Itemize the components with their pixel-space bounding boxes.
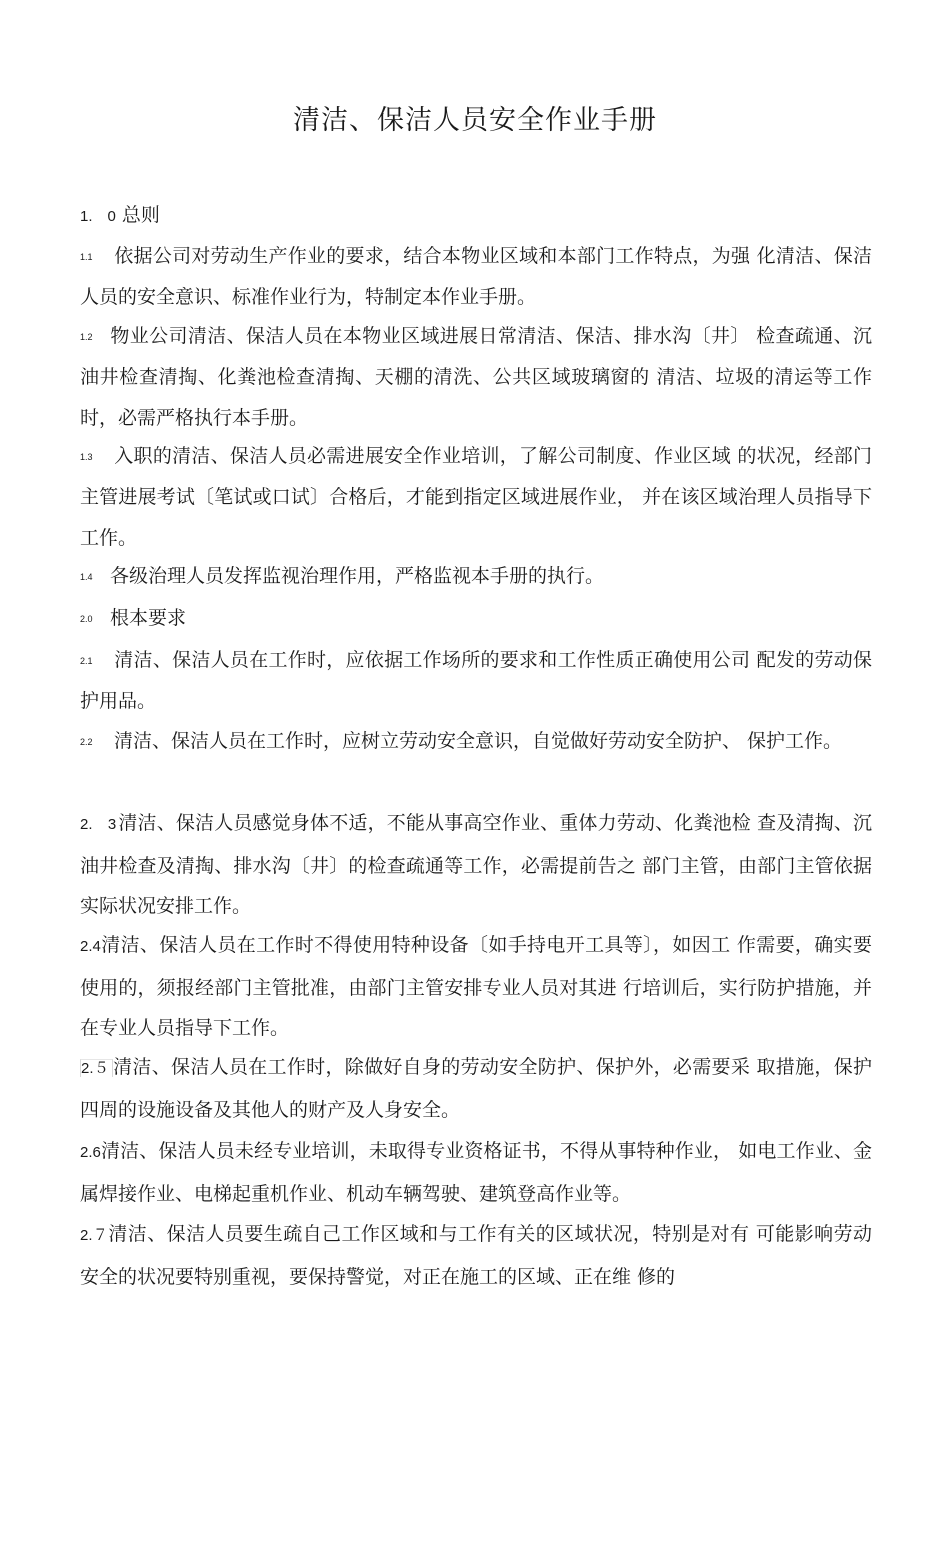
section-heading-text: 根本要求 [110, 607, 187, 629]
paragraph-text: 清洁、保洁人员在工作时，应依据工作场所的要求和工作性质正确使用公司 配发的劳动保护用品。 [80, 649, 872, 713]
paragraph-text: 清洁、保洁人员未经专业培训，未取得专业资格证书，不得从事特种作业， 如电工作业、金属焊接作业、电梯起重机作业、机动车辆驾驶、建筑登高作业等。 [80, 1140, 872, 1205]
paragraph-number: 2.4 [80, 938, 101, 955]
paragraph-number: 2.1 [80, 655, 93, 666]
paragraph-number: 2.７ [80, 1227, 109, 1244]
paragraph-text: 物业公司清洁、保洁人员在本物业区域进展日常清洁、保洁、排水沟〔井〕 检查疏通、沉油井检查清掏、化粪池检查清掏、天棚的清洗、公共区域玻璃窗的 清洁、垃圾的清运等工作时，必需严格执行本手册。 [80, 325, 872, 429]
paragraph-number: 1.1 [80, 251, 93, 262]
paragraph-text: 清洁、保洁人员在工作时不得使用特种设备〔如手持电开工具等〕，如因工 作需要，确实要使用的，须报经部门主管批准，由部门主管安排专业人员对其进 行培训后，实行防护措施，并在专业人员指导下工作。 [80, 934, 872, 1039]
paragraph-2-5 [80, 1047, 872, 1130]
section-number: 1. 0 [80, 208, 116, 225]
paragraph-number: 1.2 [80, 331, 93, 342]
paragraph-1-3 [80, 436, 872, 558]
paragraph-text: 各级治理人员发挥监视治理作用，严格监视本手册的执行。 [110, 565, 605, 587]
section-heading-basic-requirements [80, 598, 872, 639]
paragraph-number: 1.3 [80, 451, 93, 462]
section-number: 2.0 [80, 613, 93, 624]
paragraph-text: 清洁、保洁人员在工作时，应树立劳动安全意识，自觉做好劳动安全防护、 保护工作。 [114, 730, 843, 752]
paragraph-2-1 [80, 640, 872, 722]
paragraph-number: 2. 3 [80, 816, 117, 833]
paragraph-number: 2.2 [80, 736, 93, 747]
paragraph-number: 2.6 [80, 1144, 101, 1161]
paragraph-2-4 [80, 925, 872, 1049]
paragraph-number: 1.4 [80, 571, 93, 582]
document-title: 清洁、保洁人员安全作业手册 [293, 105, 657, 136]
paragraph-1-4 [80, 556, 872, 597]
paragraph-2-7 [80, 1214, 872, 1297]
section-heading-general [80, 200, 160, 227]
paragraph-text: 依据公司对劳动生产作业的要求，结合本物业区域和本部门工作特点，为强 化清洁、保洁人员的安全意识、标准作业行为，特制定本作业手册。 [80, 245, 872, 309]
paragraph-1-1 [80, 236, 872, 318]
paragraph-2-6 [80, 1131, 872, 1214]
paragraph-text: 清洁、保洁人员感觉身体不适，不能从事高空作业、重体力劳动、化粪池检 查及清掏、沉油井检查及清掏、排水沟〔井〕的检查疏通等工作，必需提前告之 部门主管，由部门主管依据实际状况安排工作。 [80, 812, 873, 917]
paragraph-2-2 [80, 721, 872, 762]
section-heading-text: 总则 [121, 204, 160, 226]
paragraph-text: 清洁、保洁人员要生疏自己工作区域和与工作有关的区域状况，特别是对有 可能影响劳动安全的状况要特别重视，要保持警觉，对正在施工的区域、正在维 修的 [80, 1223, 873, 1288]
paragraph-text: 清洁、保洁人员在工作时，除做好自身的劳动安全防护、保护外，必需要采 取措施，保护四周的设施设备及其他人的财产及人身安全。 [80, 1056, 872, 1121]
paragraph-number: 2.５ [80, 1059, 113, 1077]
paragraph-1-2 [80, 316, 872, 438]
paragraph-2-3 [80, 803, 872, 927]
paragraph-text: 入职的清洁、保洁人员必需进展安全作业培训，了解公司制度、作业区域 的状况，经部门主管进展考试〔笔试或口试〕合格后，才能到指定区域进展作业， 并在该区域治理人员指导下工作。 [80, 445, 872, 549]
